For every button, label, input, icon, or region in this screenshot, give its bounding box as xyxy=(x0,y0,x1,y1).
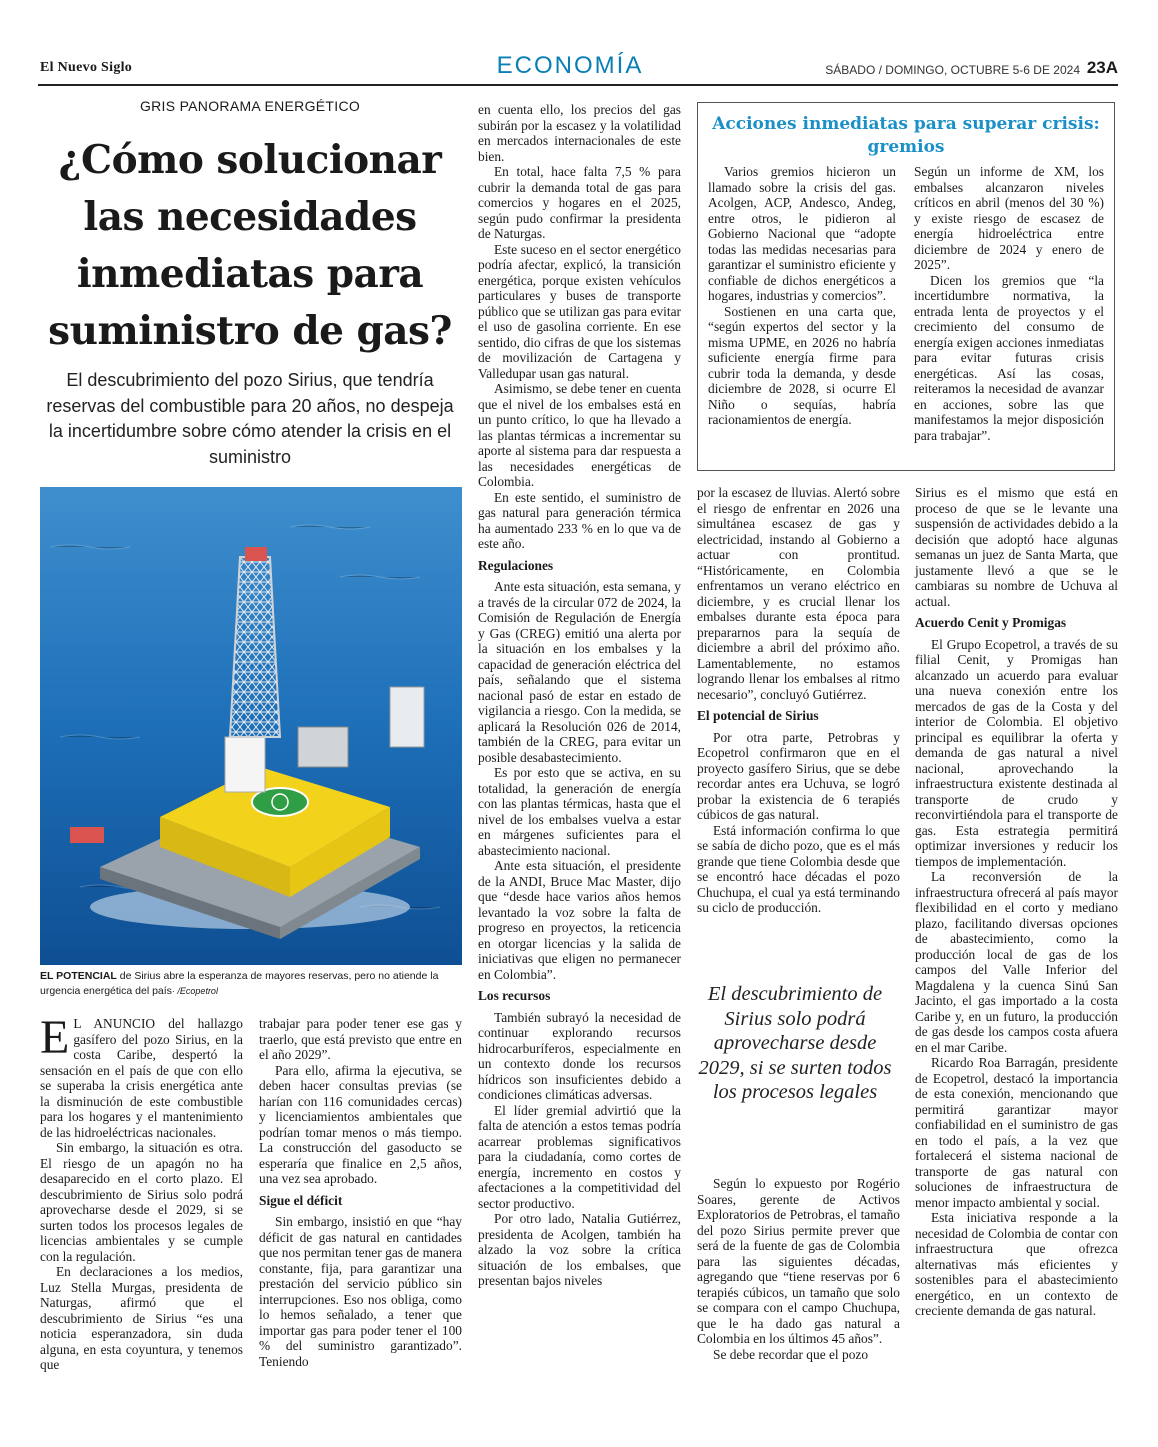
paragraph: Dicen los gremios que “la incertidumbre normativa, la entrada lenta de proyectos y el crecimiento del consumo de energía exigen acciones inmediatas para evitar futuras crisis energéticas. Así las cosas, reiteramos la necesidad de avanzar en acciones, sobre las que manifestamos la mejor disposición para trabajar”. xyxy=(914,272,1104,443)
subheading: El potencial de Sirius xyxy=(697,708,819,723)
paragraph: Sin embargo, insistió en que “hay déficit de gas natural en cantidades que nos permitan tener gas de manera constante, fija, para garantizar una prestación del servicio público sin interrupciones. Eso nos obliga, como lo hemos señalado, a tener que importar gas para poder tener el 100 % del suministro garantizado”. Teniendo xyxy=(259,1214,462,1369)
section-title: ECONOMÍA xyxy=(496,52,644,79)
paragraph: Se debe recordar que el pozo xyxy=(713,1346,869,1362)
photo-caption xyxy=(40,969,462,999)
article-column-2 xyxy=(259,1016,462,1369)
paragraph: Según lo expuesto por Rogério Soares, gerente de Activos Exploratorios de Petrobras, el tamaño del pozo Sirius permite prever que será de la fuente de gas de Colombia para las siguientes décadas, agregando que “tiene reservas por 6 terapiés cúbicos, un tamaño que solo se compara con el campo Chuchupa, que le ha dado gas natural a Colombia en los últimos 45 años”. xyxy=(697,1176,900,1346)
paragraph: Sostienen en una carta que, “según expertos del sector y la misma UPME, en 2026 no habría suficiente energía firme para cubrir toda la demanda, y desde diciembre de 2028, si ocurre El Niño o sequías, habría racionamientos de energía. xyxy=(708,303,896,427)
masthead-rule xyxy=(38,84,1118,86)
paragraph: En este sentido, el suministro de gas natural para generación térmica ha aumentado 233 % en lo que va de este año. xyxy=(478,489,681,551)
dateline: SÁBADO / DOMINGO, OCTUBRE 5-6 DE 2024 xyxy=(825,63,1080,77)
sidebar-title: Acciones inmediatas para superar crisis: gremios xyxy=(712,114,1100,157)
paragraph: La reconversión de la infraestructura ofrecerá al país mayor flexibilidad en el corto y mediano plazo, facilitando diversas opciones de abastecimiento, como la producción local de gas de los campos del Valle Inferior del Magdalena y la cuenca Sinú San Jacinto, el gas importado a la costa Caribe y, en un futuro, la producción de gas desde los campos costa afuera en el mar Caribe. xyxy=(915,869,1118,1055)
paragraph: Ante esta situación, esta semana, y a través de la circular 072 de 2024, la Comisión de Regulación de Energía y Gas (CREG) emitió una alerta por la situación en los embalses y la capacidad de generación eléctrica del país, señalando que el sistema nacional pasó de estar en estado de vigilancia a riesgo. Con la medida, se aplicará la Resolución 026 de 2014, también de la CREG, para evitar un posible desabastecimiento. xyxy=(478,579,681,765)
paragraph: También subrayó la necesidad de continuar explorando recursos hidrocarburíferos, especialmente en un contexto donde los recursos hídricos son insuficientes debido a condiciones climáticas adversas. xyxy=(478,1009,681,1102)
caption-lead: EL POTENCIAL xyxy=(40,970,117,982)
subheading: Los recursos xyxy=(478,988,551,1003)
article-deck: El descubrimiento del pozo Sirius, que tendría reservas del combustible para 20 años, no despeja la incertidumbre sobre cómo atender la crisis en el suministro xyxy=(46,370,454,467)
paragraph: En total, hace falta 7,5 % para cubrir la demanda total de gas para comercios y hogares en el 2025, según pudo confirmar la presidenta de Naturgas. xyxy=(478,164,681,241)
paragraph: por la escasez de lluvias. Alertó sobre el riesgo de enfrentar en 2026 una simultánea escasez de gas y electricidad, instando al Gobierno a actuar con prontitud. “Históricamente, en Colombia enfrentamos un verano eléctrico en diciembre, y es crucial llenar los embalses durante esta época para prepararnos para la sequía de diciembre a abril del próximo año. Lamentablemente, no estamos logrando llenar los embalses al ritmo necesario”, concluyó Gutiérrez. xyxy=(697,485,900,702)
paragraph: trabajar para poder tener ese gas y traerlo, que está previsto que entre en el año 2029”. xyxy=(259,1016,462,1062)
paragraph: Ricardo Roa Barragán, presidente de Ecopetrol, destacó la importancia de esta conexión, mencionando que permitirá garantizar mayor confiabilidad en el suministro de gas en todo el país, a la vez que fortalecerá el sistema nacional de transporte de gas natural con soluciones de infraestructura de menor impacto ambiental y social. xyxy=(915,1055,1118,1210)
article-column-4-continued xyxy=(697,1176,900,1362)
paragraph: El Grupo Ecopetrol, a través de su filial Cenit, y Promigas han alcanzado un acuerdo para evaluar una nueva conexión entre los mercados de gas de la Costa y del interior de Colombia. El objetivo principal es equilibrar la oferta y demanda de gas natural a nivel nacional, aprovechando la infraestructura existente destinada al transporte de crudo y reconvirtiéndola para el transporte de gas. Esta estrategia permitirá optimizar inversiones y reducir los tiempos de implementación. xyxy=(915,636,1118,869)
page-number: 23A xyxy=(1086,58,1118,77)
article-headline: ¿Cómo solucionar las necesidades inmediatas para suministro de gas? xyxy=(48,137,452,354)
paragraph: Varios gremios hicieron un llamado sobre la crisis del gas. Acolgen, ACP, Andesco, Andeg, entre otros, le pidieron al Gobierno Nacional que “adopte todas las medidas necesarias para garantizar el suministro eficiente y confiable de dichos energéticos a hogares, industrias y comercios”. xyxy=(708,164,896,303)
paragraph: Sirius es el mismo que está en proceso de que se le levante una suspensión de actividades debido a la decisión que adoptó hace algunas semanas un juez de Santa Marta, que justamente llevó a que se le cambiaras su nombre de Uchuva al actual. xyxy=(915,485,1118,609)
paragraph: Esta iniciativa responde a la necesidad de Colombia de contar con infraestructura que ofrezca alternativas más eficientes y sostenibles para el abastecimiento energético, en un contexto de creciente demanda de gas natural. xyxy=(915,1210,1118,1318)
paragraph: Por otro lado, Natalia Gutiérrez, presidenta de Acolgen, también ha alzado la voz sobre la crítica situación de los embalses, que presentan bajos niveles xyxy=(478,1211,681,1288)
lead-paragraph: L ANUNCIO del hallazgo gasífero del pozo Sirius, en la costa Caribe, despertó la sensación en el país de que con ello se superaba la crisis energética ante la disminución de este combustible para los hogares y el mantenimiento de las hidroeléctricas nacionales. xyxy=(40,1016,243,1140)
newspaper-name: El Nuevo Siglo xyxy=(40,60,133,75)
subheading: Regulaciones xyxy=(478,557,554,573)
subheading: Acuerdo Cenit y Promigas xyxy=(915,615,1067,630)
sidebar-column-right xyxy=(914,164,1104,443)
article-column-1 xyxy=(40,1011,243,1373)
article-column-3 xyxy=(478,102,681,1289)
paragraph: El líder gremial advirtió que la falta de atención a estos temas podría acarrear problemas significativos para la ciudadanía, como cortes de energía, incremento en costos y afectaciones a la competitividad del sector productivo. xyxy=(478,1102,681,1211)
article-kicker: GRIS PANORAMA ENERGÉTICO xyxy=(139,98,361,114)
paragraph: Es por esto que se activa, en su totalidad, la generación de energía con las plantas térmicas, hasta que el nivel de los embalses vuelva a estar en márgenes suficientes para el abastecimiento nacional. xyxy=(478,765,681,858)
paragraph: en cuenta ello, los precios del gas subirán por la escasez y la volatilidad en mercados internacionales de este bien. xyxy=(478,102,681,164)
paragraph: Por otra parte, Petrobras y Ecopetrol confirmaron que en el proyecto gasífero Sirius, que se debe recordar antes era Uchuva, se logró probar la existencia de 6 terapiés cúbicos de gas natural. xyxy=(697,729,900,822)
photo-credit: · /Ecopetrol xyxy=(171,986,218,996)
paragraph: Este suceso en el sector energético podría afectar, explicó, la transición energética, porque existen vehículos particulares y buses de transporte público que se utilizan gas para evitar el uso de gasolina corriente. En ese sentido, dio cifras de que los sistemas de movilización de Cartagena y Valledupar usan gas natural. xyxy=(478,241,681,381)
dropcap-letter: E xyxy=(40,1011,70,1064)
paragraph: Sin embargo, la situación es otra. El riesgo de un apagón no ha desaparecido en el corto plazo. El descubrimiento de Sirius solo podrá aprovecharse desde el 2029, si se surten todos los procesos legales de licencias ambientales y se cumple con la regulación. xyxy=(40,1140,243,1264)
article-column-5 xyxy=(915,485,1118,1319)
pull-quote: El descubrimiento de Sirius solo podrá aprovecharse desde 2029, si se surten todos los procesos legales xyxy=(698,983,892,1103)
paragraph: Para ello, afirma la ejecutiva, se deben hacer consultas previas (se harían con 116 comunidades cercas) y licenciamientos ambientales que podrían tomar menos o más tiempo. La construcción del gasoducto se esperaría que finalice en 2,5 años, una vez sea aprobado. xyxy=(259,1062,462,1186)
article-column-4 xyxy=(697,485,900,916)
paragraph: En declaraciones a los medios, Luz Stella Murgas, presidenta de Naturgas, afirmó que el descubrimiento de Sirius “es una noticia esperanzadora, sin duda alguna, en esta coyuntura, y tenemos que xyxy=(40,1264,243,1372)
paragraph: Está información confirma lo que se sabía de dicho pozo, que es el más grande que tiene Colombia desde que se encontró hace décadas el pozo Chuchupa, el cual ya está terminando su ciclo de producción. xyxy=(697,822,900,915)
paragraph: Asimismo, se debe tener en cuenta que el nivel de los embalses está en un punto crítico, lo que ha llevado a las plantas térmicas a incrementar su aporte al sistema para dar respuesta a las necesidades energéticas de Colombia. xyxy=(478,381,681,489)
sidebar-column-left xyxy=(708,164,896,428)
offshore-rig-photo xyxy=(40,487,462,965)
caption-text: de Sirius abre la esperanza de mayores reservas, pero no atiende la urgencia energética del país xyxy=(40,970,439,997)
subheading: Sigue el déficit xyxy=(259,1192,343,1208)
paragraph: Según un informe de XM, los embalses alcanzaron niveles críticos en abril (menos del 30 %) y existe riesgo de escasez de energía hidroeléctrica entre diciembre de 2024 y enero de 2025”. xyxy=(914,164,1104,272)
paragraph: Ante esta situación, el presidente de la ANDI, Bruce Mac Master, dijo que “desde hace varios años hemos levantado la voz sobre la falta de progreso en proyectos, la reticencia en otorgar licencias y la salida de iniciativas que eligen no permanecer en Colombia”. xyxy=(478,858,681,982)
